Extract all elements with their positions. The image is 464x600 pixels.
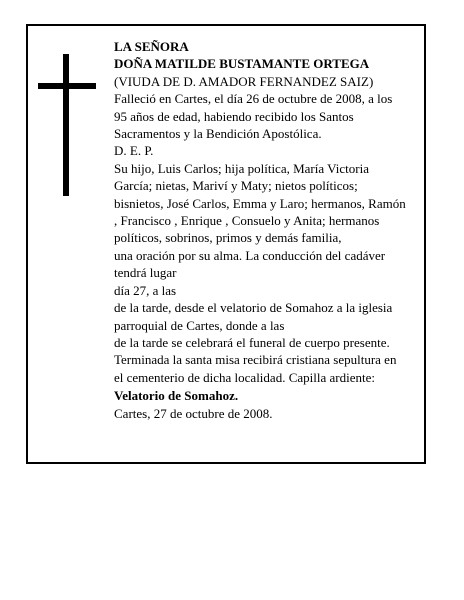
ceremony-line: Terminada la santa misa recibirá cristiana sepultura en [114, 352, 397, 368]
death-line: 95 años de edad, habiendo recibido los Santos [114, 108, 354, 124]
family-line: García; nietas, Mariví y Maty; nietos políticos; [114, 178, 358, 194]
cross-icon [38, 54, 96, 196]
cross-vertical-bar [63, 54, 69, 196]
ceremony-line: una oración por su alma. La conducción del cadáver [114, 247, 386, 263]
death-line: Falleció en Cartes, el día 26 de octubre de 2008, a los [114, 91, 393, 107]
ceremony-line: de la tarde, desde el velatorio de Somahoz a la iglesia [114, 300, 393, 316]
ceremony-line: tendrá lugar [114, 265, 177, 281]
notice-text [114, 38, 422, 422]
family-line: políticos, sobrinos, primos y demás familia, [114, 230, 342, 246]
notice-date: Cartes, 27 de octubre de 2008. [114, 405, 273, 421]
ceremony-line: el cementerio de dicha localidad. Capilla ardiente: [114, 369, 375, 385]
ceremony-line: de la tarde se celebrará el funeral de cuerpo presente. [114, 334, 390, 350]
dep-line: D. E. P. [114, 143, 154, 159]
widow-line: (VIUDA DE D. AMADOR FERNANDEZ SAIZ) [114, 73, 374, 89]
family-line: Su hijo, Luis Carlos; hija política, María Victoria [114, 160, 369, 176]
family-line: bisnietos, José Carlos, Emma y Laro; hermanos, Ramón [114, 195, 406, 211]
chapel-name: Velatorio de Somahoz. [114, 388, 239, 404]
ceremony-line: parroquial de Cartes, donde a las [114, 317, 285, 333]
ceremony-line: día 27, a las [114, 282, 177, 298]
cross-horizontal-bar [38, 83, 96, 89]
notice-heading-title: LA SEÑORA [114, 39, 189, 54]
family-line: , Francisco , Enrique , Consuelo y Anita; hermanos [114, 213, 380, 229]
deceased-name: DOÑA MATILDE BUSTAMANTE ORTEGA [114, 56, 370, 72]
death-line: Sacramentos y la Bendición Apostólica. [114, 126, 322, 142]
